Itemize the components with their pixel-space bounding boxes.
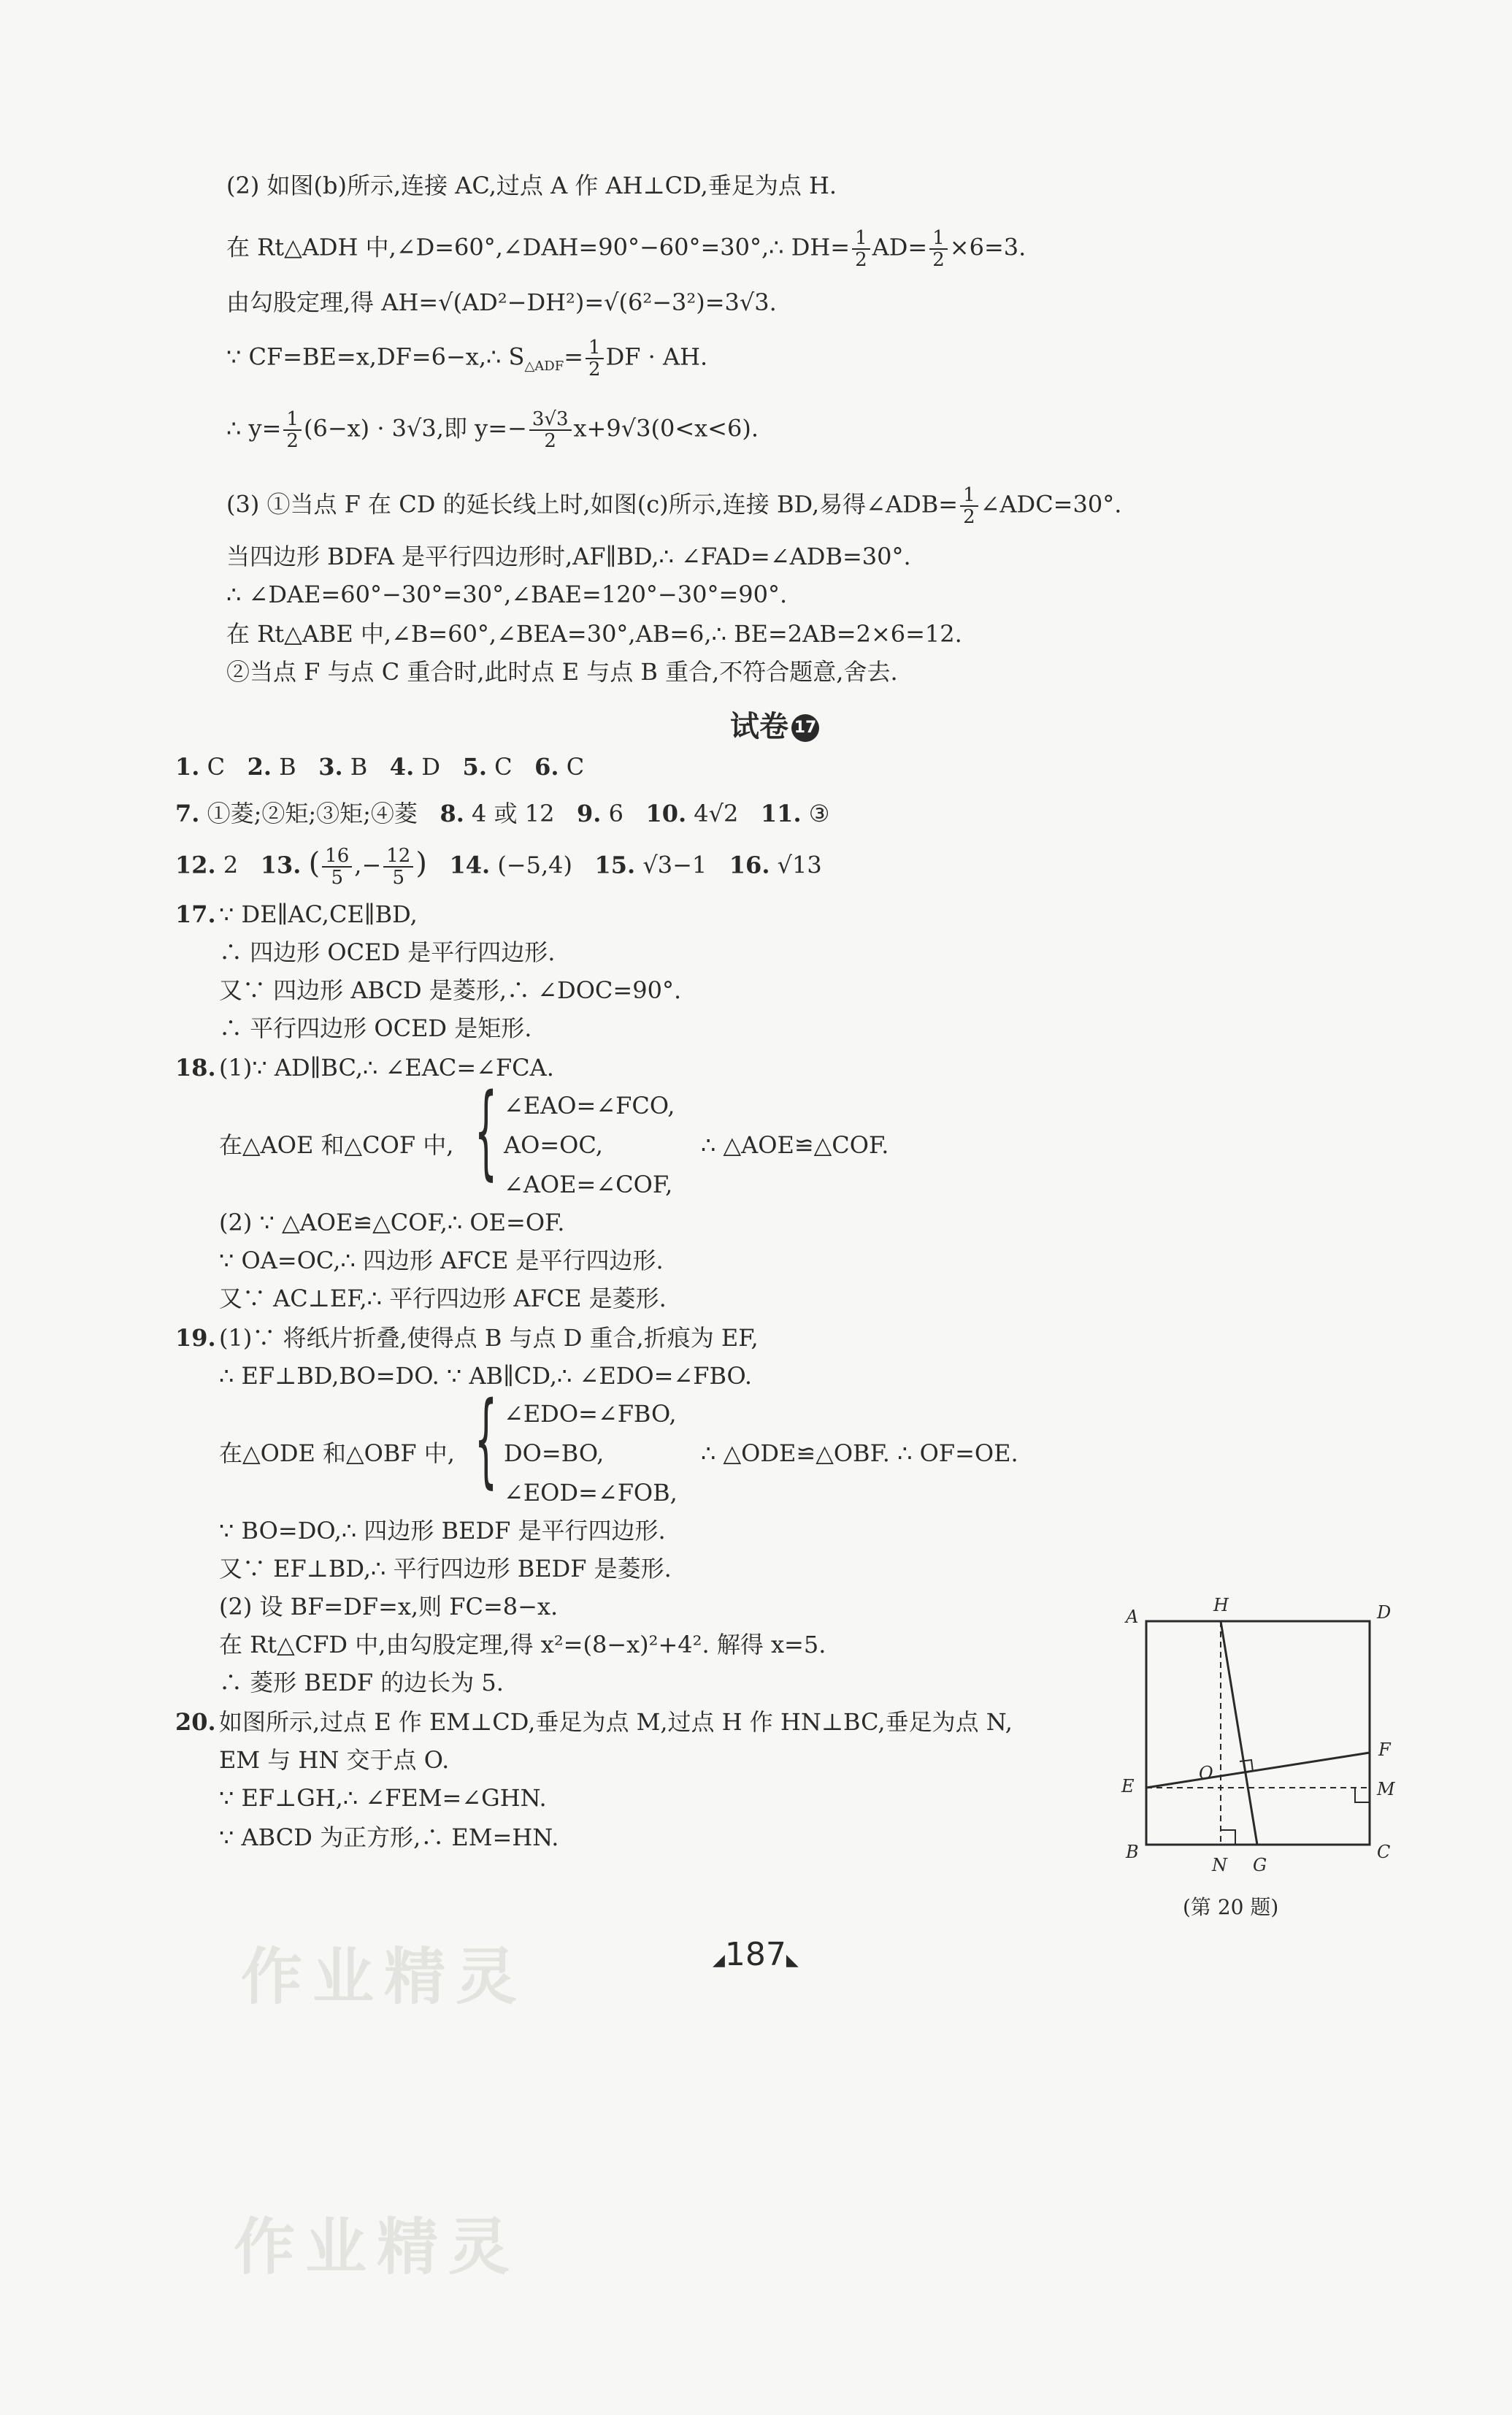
denominator: 5 (331, 867, 343, 889)
fraction (852, 228, 870, 270)
answer-number: 9. (576, 800, 602, 827)
conclusion: ∴ △ODE≌△OBF. ∴ OF=OE. (701, 1439, 1018, 1467)
text-line: 又∵ AC⊥EF,∴ 平行四边形 AFCE 是菱形. (219, 1285, 667, 1312)
answer-number: 1. (175, 753, 200, 781)
answer-text: C (207, 753, 226, 781)
text-line: 在 Rt△ABE 中,∠B=60°,∠BEA=30°,AB=6,∴ BE=2AB=2×6=12. (226, 620, 962, 648)
answer-number: 11. (760, 800, 802, 827)
text-line: ∴ 菱形 BEDF 的边长为 5. (219, 1669, 504, 1696)
figure-caption: (第 20 题) (1183, 1895, 1279, 1919)
numerator: 1 (283, 409, 302, 431)
fraction (929, 228, 948, 270)
denominator: 5 (392, 867, 405, 889)
text-line: 又∵ 四边形 ABCD 是菱形,∴ ∠DOC=90°. (219, 976, 682, 1004)
answer-number: 14. (449, 851, 491, 879)
conclusion: ∴ △AOE≌△COF. (701, 1131, 889, 1159)
geometry-figure (1095, 1585, 1402, 1891)
text-span: DF · AH. (605, 342, 708, 371)
text-span: ∴ y= (226, 414, 282, 443)
answer-text: √13 (777, 851, 822, 879)
answer-text: C (494, 753, 513, 781)
text-span: = (564, 342, 584, 371)
text-line: 由勾股定理,得 AH=√(AD²−DH²)=√(6²−3²)=3√3. (226, 288, 777, 316)
text-line: 在△AOE 和△COF 中, (219, 1131, 454, 1159)
question-number: 17. (175, 900, 216, 928)
denominator: 2 (963, 506, 975, 528)
fraction (586, 337, 604, 380)
text-line: (1)∵ 将纸片折叠,使得点 B 与点 D 重合,折痕为 EF, (219, 1324, 759, 1352)
left-brace: { (475, 1072, 498, 1191)
answer-number: 15. (594, 851, 636, 879)
segment-hg (1221, 1621, 1257, 1845)
text-line (226, 409, 759, 451)
right-angle-m (1355, 1788, 1370, 1802)
section-title (730, 708, 819, 745)
answer-number: 10. (645, 800, 687, 827)
right-angle-n (1221, 1830, 1235, 1845)
label-d: D (1377, 1602, 1392, 1623)
watermark-logo: 作业精灵 (234, 2211, 521, 2283)
text-line: ∵ DE∥AC,CE∥BD, (219, 900, 418, 928)
left-brace: { (475, 1380, 498, 1499)
denominator: 2 (286, 430, 299, 452)
text-line (226, 485, 1121, 527)
answer-text: C (566, 753, 585, 781)
text-line: ∵ ABCD 为正方形,∴ EM=HN. (219, 1823, 559, 1851)
condition-line: AO=OC, (504, 1131, 603, 1159)
label-a: A (1126, 1607, 1139, 1627)
text-line: ②当点 F 与点 C 重合时,此时点 E 与点 B 重合,不符合题意,舍去. (226, 658, 898, 686)
numerator: 1 (960, 485, 978, 507)
answer-text: 6 (608, 800, 623, 827)
answer-number: 7. (175, 800, 200, 827)
label-c: C (1377, 1842, 1391, 1862)
condition-line: ∠AOE=∠COF, (504, 1171, 673, 1198)
answer-text: ①菱;②矩;③矩;④菱 (207, 800, 418, 827)
answer-text: B (350, 753, 368, 781)
text-line: 当四边形 BDFA 是平行四边形时,AF∥BD,∴ ∠FAD=∠ADB=30°. (226, 543, 911, 570)
answer-number: 2. (247, 753, 272, 781)
page-number: ◢187◣ (713, 1936, 799, 1973)
answer-number: 6. (534, 753, 559, 781)
numerator: 12 (383, 846, 413, 868)
condition-line: ∠EAO=∠FCO, (504, 1092, 675, 1120)
numerator: 16 (322, 846, 352, 868)
watermark-logo: 作业精灵 (241, 1941, 528, 2013)
answer-text: B (279, 753, 296, 781)
segment-ef (1146, 1753, 1370, 1788)
text-line (226, 337, 707, 383)
answer-text: 2 (223, 851, 239, 879)
text-line: 如图所示,过点 E 作 EM⊥CD,垂足为点 M,过点 H 作 HN⊥BC,垂足为点 N, (219, 1708, 1013, 1736)
text-line: EM 与 HN 交于点 O. (219, 1746, 450, 1774)
paren: ) (415, 846, 427, 881)
label-e: E (1121, 1776, 1135, 1796)
text-line: (2) 如图(b)所示,连接 AC,过点 A 作 AH⊥CD,垂足为点 H. (226, 172, 837, 199)
text-line: ∵ BO=DO,∴ 四边形 BEDF 是平行四边形. (219, 1517, 666, 1545)
text-line: ∴ ∠DAE=60°−30°=30°,∠BAE=120°−30°=90°. (226, 581, 788, 608)
denominator: 2 (855, 249, 867, 271)
question-number: 20. (175, 1708, 216, 1736)
numerator: 1 (852, 228, 870, 250)
right-angle-o (1240, 1760, 1253, 1772)
section-number-badge: 17 (791, 714, 819, 742)
label-o: O (1199, 1763, 1213, 1783)
answers-row-2 (175, 797, 829, 830)
text-line: (2) 设 BF=DF=x,则 FC=8−x. (219, 1593, 559, 1620)
answer-number: 16. (729, 851, 770, 879)
text-span: ×6=3. (949, 233, 1026, 261)
subscript: △ADF (524, 358, 564, 374)
question-number: 19. (175, 1324, 216, 1352)
answer-number: 5. (462, 753, 487, 781)
answer-number: 13. (260, 851, 302, 879)
answers-row-1 (175, 751, 584, 783)
text-line: 在△ODE 和△OBF 中, (219, 1439, 455, 1467)
condition-line: ∠EDO=∠FBO, (504, 1400, 677, 1428)
denominator: 2 (932, 249, 945, 271)
answer-text: D (421, 753, 441, 781)
denominator: 2 (588, 359, 601, 380)
paren: ( (308, 846, 321, 881)
denominator: 2 (544, 430, 556, 452)
text-span: 在 Rt△ADH 中,∠D=60°,∠DAH=90°−60°=30°,∴ DH= (226, 233, 851, 261)
text-line: ∵ EF⊥GH,∴ ∠FEM=∠GHN. (219, 1784, 547, 1812)
text-line: ∴ EF⊥BD,BO=DO. ∵ AB∥CD,∴ ∠EDO=∠FBO. (219, 1362, 753, 1390)
numerator: 1 (586, 337, 604, 359)
answer-number: 12. (175, 851, 216, 879)
text-span: AD= (872, 233, 928, 261)
answer-text: ③ (808, 800, 830, 827)
condition-line: DO=BO, (504, 1439, 605, 1467)
text-line: 在 Rt△CFD 中,由勾股定理,得 x²=(8−x)²+4². 解得 x=5. (219, 1631, 826, 1658)
text-span: ∠ADC=30°. (980, 490, 1122, 518)
text-span: ∵ CF=BE=x,DF=6−x,∴ S (226, 342, 525, 371)
condition-line: ∠EOD=∠FOB, (504, 1479, 678, 1507)
answer-number: 8. (440, 800, 464, 827)
fraction (283, 409, 302, 451)
text-line: ∵ OA=OC,∴ 四边形 AFCE 是平行四边形. (219, 1247, 664, 1274)
answer-text: 4 或 12 (472, 800, 555, 827)
answer-number: 4. (389, 753, 415, 781)
label-m: M (1377, 1779, 1395, 1799)
fraction (960, 485, 978, 527)
answers-row-3 (175, 846, 822, 888)
label-f: F (1378, 1740, 1391, 1760)
answer-text: (−5,4) (497, 851, 572, 879)
fraction (529, 409, 572, 451)
label-b: B (1126, 1842, 1139, 1862)
fraction (322, 846, 352, 888)
section-title-text: 试卷 (730, 710, 788, 743)
text-span: x+9√3(0<x<6). (573, 414, 759, 443)
text-line: ∴ 四边形 OCED 是平行四边形. (219, 938, 556, 966)
question-number: 18. (175, 1054, 216, 1082)
fraction (383, 846, 413, 888)
label-n: N (1212, 1855, 1227, 1875)
label-h: H (1213, 1595, 1229, 1615)
answer-number: 3. (318, 753, 343, 781)
text-span: (6−x) · 3√3,即 y=− (303, 414, 527, 443)
square-abcd (1146, 1621, 1370, 1845)
text-line (226, 228, 1026, 270)
numerator: 1 (929, 228, 948, 250)
text-line: ∴ 平行四边形 OCED 是矩形. (219, 1014, 532, 1042)
text-span: (3) ①当点 F 在 CD 的延长线上时,如图(c)所示,连接 BD,易得∠ADB= (226, 490, 959, 518)
label-g: G (1253, 1855, 1267, 1875)
text-span: ,− (354, 851, 382, 879)
text-line: (2) ∵ △AOE≌△COF,∴ OE=OF. (219, 1209, 565, 1236)
numerator: 3√3 (529, 409, 572, 431)
answer-text: 4√2 (694, 800, 739, 827)
text-line: (1)∵ AD∥BC,∴ ∠EAC=∠FCA. (219, 1054, 554, 1082)
page-number-text: 187 (724, 1936, 786, 1973)
answer-text: √3−1 (642, 851, 707, 879)
text-line: 又∵ EF⊥BD,∴ 平行四边形 BEDF 是菱形. (219, 1555, 672, 1582)
